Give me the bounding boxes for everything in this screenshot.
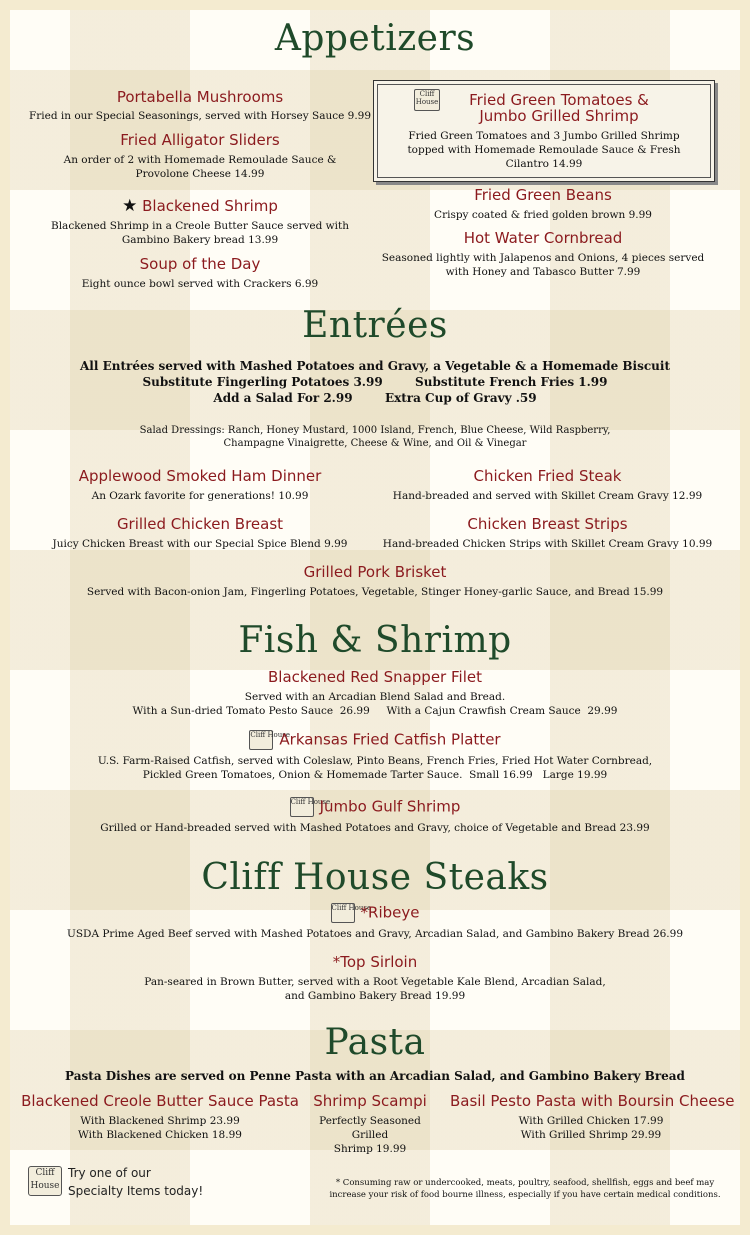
item-desc-line: An order of 2 with Homemade Remoulade Sauce & bbox=[63, 154, 337, 166]
item-desc-line: Fried Green Tomatoes and 3 Jumbo Grilled Shrimp bbox=[408, 130, 680, 142]
item-desc: Hand-breaded and served with Skillet Cream Gravy 12.99 bbox=[392, 490, 703, 502]
item-name: Grilled Pork Brisket bbox=[303, 563, 447, 581]
item-name-row bbox=[0, 730, 750, 750]
item-desc: Served with Bacon-onion Jam, Fingerling Potatoes, Vegetable, Stinger Honey-garlic Sauce, and Bread 15.99 bbox=[86, 586, 664, 598]
entrees-intro bbox=[0, 358, 750, 406]
item-desc: Crispy coated & fried golden brown 9.99 bbox=[434, 209, 652, 221]
item-name: Blackened Shrimp bbox=[142, 197, 278, 215]
item-desc-line: Served with an Arcadian Blend Salad and Bread. bbox=[244, 691, 506, 703]
item-name: Soup of the Day bbox=[139, 255, 261, 273]
item-portabella bbox=[20, 88, 380, 123]
item-desc-line: Seasoned lightly with Jalapenos and Onions, 4 pieces served bbox=[381, 252, 705, 264]
item-desc-line: Gambino Bakery bread 13.99 bbox=[121, 234, 279, 246]
item-chicken-strips bbox=[360, 515, 735, 551]
item-desc-line: With a Sun-dried Tomato Pesto Sauce 26.99 With a Cajun Crawfish Cream Sauce 29.99 bbox=[132, 705, 618, 717]
item-green-tomatoes bbox=[374, 92, 714, 171]
item-desc-line: With Blackened Chicken 18.99 bbox=[78, 1129, 242, 1141]
section-title-entrees: Entrées bbox=[302, 305, 448, 346]
specialty-note-line: Try one of our bbox=[68, 1166, 151, 1180]
entrees-intro-line bbox=[0, 390, 750, 406]
item-name: Blackened Red Snapper Filet bbox=[268, 668, 482, 686]
item-desc-line: with Honey and Tabasco Butter 7.99 bbox=[445, 266, 641, 278]
item-desc: USDA Prime Aged Beef served with Mashed Potatoes and Gravy, Arcadian Salad, and Gambino Bakery Bread 26.99 bbox=[66, 928, 684, 940]
entrees-intro-line bbox=[0, 374, 750, 390]
cliff-house-logo-icon: Cliff House bbox=[249, 730, 273, 750]
food-safety-warning bbox=[325, 1177, 725, 1201]
item-shrimp-scampi bbox=[300, 1092, 440, 1156]
item-name: Chicken Fried Steak bbox=[473, 467, 622, 485]
item-cornbread bbox=[373, 229, 713, 279]
featured-box bbox=[373, 80, 715, 182]
item-name-line: Jumbo Grilled Shrimp bbox=[479, 107, 639, 125]
item-name-row bbox=[0, 797, 750, 817]
item-chicken-fried-steak bbox=[360, 467, 735, 503]
item-desc-line: Cilantro 14.99 bbox=[505, 158, 583, 170]
entrees-intro-line: All Entrées served with Mashed Potatoes and Gravy, a Vegetable & a Homemade Biscuit bbox=[79, 359, 671, 373]
item-name: Fried Alligator Sliders bbox=[120, 131, 280, 149]
item-creole-pasta bbox=[20, 1092, 300, 1142]
item-soup bbox=[20, 255, 380, 291]
section-title-steaks: Cliff House Steaks bbox=[201, 857, 549, 898]
item-desc: An Ozark favorite for generations! 10.99 bbox=[91, 490, 309, 502]
specialty-note bbox=[68, 1164, 203, 1200]
item-desc-line: U.S. Farm-Raised Catfish, served with Coleslaw, Pinto Beans, French Fries, Fried Hot Water Cornbread, bbox=[97, 755, 653, 767]
cliff-house-logo-icon: Cliff House bbox=[290, 797, 314, 817]
item-name: *Ribeye bbox=[360, 903, 420, 922]
item-desc-line: Provolone Cheese 14.99 bbox=[135, 168, 265, 180]
item-desc-line: Shrimp 19.99 bbox=[333, 1143, 407, 1155]
item-name: Jumbo Gulf Shrimp bbox=[319, 797, 461, 816]
item-name: Shrimp Scampi bbox=[313, 1092, 427, 1110]
item-desc: Eight ounce bowl served with Crackers 6.99 bbox=[81, 278, 319, 290]
item-blackened-shrimp bbox=[20, 196, 380, 247]
warning-line: * Consuming raw or undercooked, meats, poultry, seafood, shellfish, eggs and beef may bbox=[335, 1178, 715, 1188]
item-ham-dinner bbox=[20, 467, 380, 503]
section-title-fish: Fish & Shrimp bbox=[238, 620, 512, 661]
item-desc-line: Perfectly Seasoned Grilled bbox=[319, 1115, 421, 1141]
salad-dressings-line: Salad Dressings: Ranch, Honey Mustard, 1000 Island, French, Blue Cheese, Wild Raspberry, bbox=[139, 425, 611, 436]
item-desc-line: topped with Homemade Remoulade Sauce & Fresh bbox=[407, 144, 681, 156]
cliff-house-logo-icon: Cliff House bbox=[28, 1166, 62, 1196]
item-name: Hot Water Cornbread bbox=[463, 229, 623, 247]
item-name: Portabella Mushrooms bbox=[116, 88, 284, 106]
item-gulf-shrimp bbox=[0, 797, 750, 835]
star-icon: ★ bbox=[122, 196, 138, 216]
specialty-note-line: Specialty Items today! bbox=[68, 1184, 204, 1198]
item-desc-line: With Blackened Shrimp 23.99 bbox=[80, 1115, 240, 1127]
item-desc: Fried in our Special Seasonings, served with Horsey Sauce 9.99 bbox=[28, 110, 372, 122]
item-desc: Juicy Chicken Breast with our Special Spice Blend 9.99 bbox=[52, 538, 348, 550]
salad-dressings bbox=[0, 424, 750, 450]
section-title-appetizers: Appetizers bbox=[274, 18, 476, 59]
item-name-row bbox=[20, 196, 380, 216]
item-name: Fried Green Beans bbox=[474, 186, 612, 204]
item-grilled-chicken bbox=[20, 515, 380, 551]
item-name: Blackened Creole Butter Sauce Pasta bbox=[21, 1092, 299, 1110]
cliff-house-logo-icon: Cliff House bbox=[331, 903, 355, 923]
add-salad: Add a Salad For 2.99 bbox=[213, 391, 353, 405]
item-desc: Hand-breaded Chicken Strips with Skillet Cream Gravy 10.99 bbox=[382, 538, 713, 550]
item-name-line: Fried Green Tomatoes & bbox=[469, 91, 649, 109]
item-name: *Top Sirloin bbox=[332, 953, 418, 971]
substitute-fingerling: Substitute Fingerling Potatoes 3.99 bbox=[142, 375, 383, 389]
item-name-row bbox=[0, 903, 750, 923]
item-desc-line: With Grilled Chicken 17.99 bbox=[518, 1115, 664, 1127]
item-top-sirloin bbox=[0, 953, 750, 1003]
item-desc-line: Pickled Green Tomatoes, Onion & Homemade Tarter Sauce. Small 16.99 Large 19.99 bbox=[142, 769, 608, 781]
item-name: Applewood Smoked Ham Dinner bbox=[78, 467, 322, 485]
section-title-pasta: Pasta bbox=[324, 1022, 426, 1063]
item-catfish bbox=[0, 730, 750, 782]
warning-line: increase your risk of food bourne illness, especially if you have certain medical conditions. bbox=[329, 1190, 721, 1200]
item-desc: Grilled or Hand-breaded served with Mashed Potatoes and Gravy, choice of Vegetable and Bread 23.99 bbox=[100, 822, 650, 834]
pasta-intro: Pasta Dishes are served on Penne Pasta with an Arcadian Salad, and Gambino Bakery Bread bbox=[65, 1069, 685, 1083]
item-name: Chicken Breast Strips bbox=[467, 515, 628, 533]
item-name: Basil Pesto Pasta with Boursin Cheese bbox=[450, 1092, 735, 1110]
item-desc-line: Blackened Shrimp in a Creole Butter Sauce served with bbox=[50, 220, 350, 232]
item-pesto-pasta bbox=[450, 1092, 735, 1142]
item-ribeye bbox=[0, 903, 750, 941]
item-name: Grilled Chicken Breast bbox=[116, 515, 284, 533]
item-desc-line: Pan-seared in Brown Butter, served with a Root Vegetable Kale Blend, Arcadian Salad, bbox=[144, 976, 606, 988]
item-desc-line: and Gambino Bakery Bread 19.99 bbox=[284, 990, 466, 1002]
substitute-fries: Substitute French Fries 1.99 bbox=[415, 375, 608, 389]
item-name: Arkansas Fried Catfish Platter bbox=[279, 730, 501, 749]
item-green-beans bbox=[373, 186, 713, 222]
cliff-house-logo-icon: Cliff House bbox=[414, 89, 446, 111]
item-red-snapper bbox=[0, 668, 750, 718]
item-pork-brisket bbox=[0, 563, 750, 599]
item-desc-line: With Grilled Shrimp 29.99 bbox=[520, 1129, 662, 1141]
salad-dressings-line: Champagne Vinaigrette, Cheese & Wine, and Oil & Vinegar bbox=[223, 438, 527, 449]
item-alligator bbox=[20, 131, 380, 181]
extra-gravy: Extra Cup of Gravy .59 bbox=[384, 391, 537, 405]
